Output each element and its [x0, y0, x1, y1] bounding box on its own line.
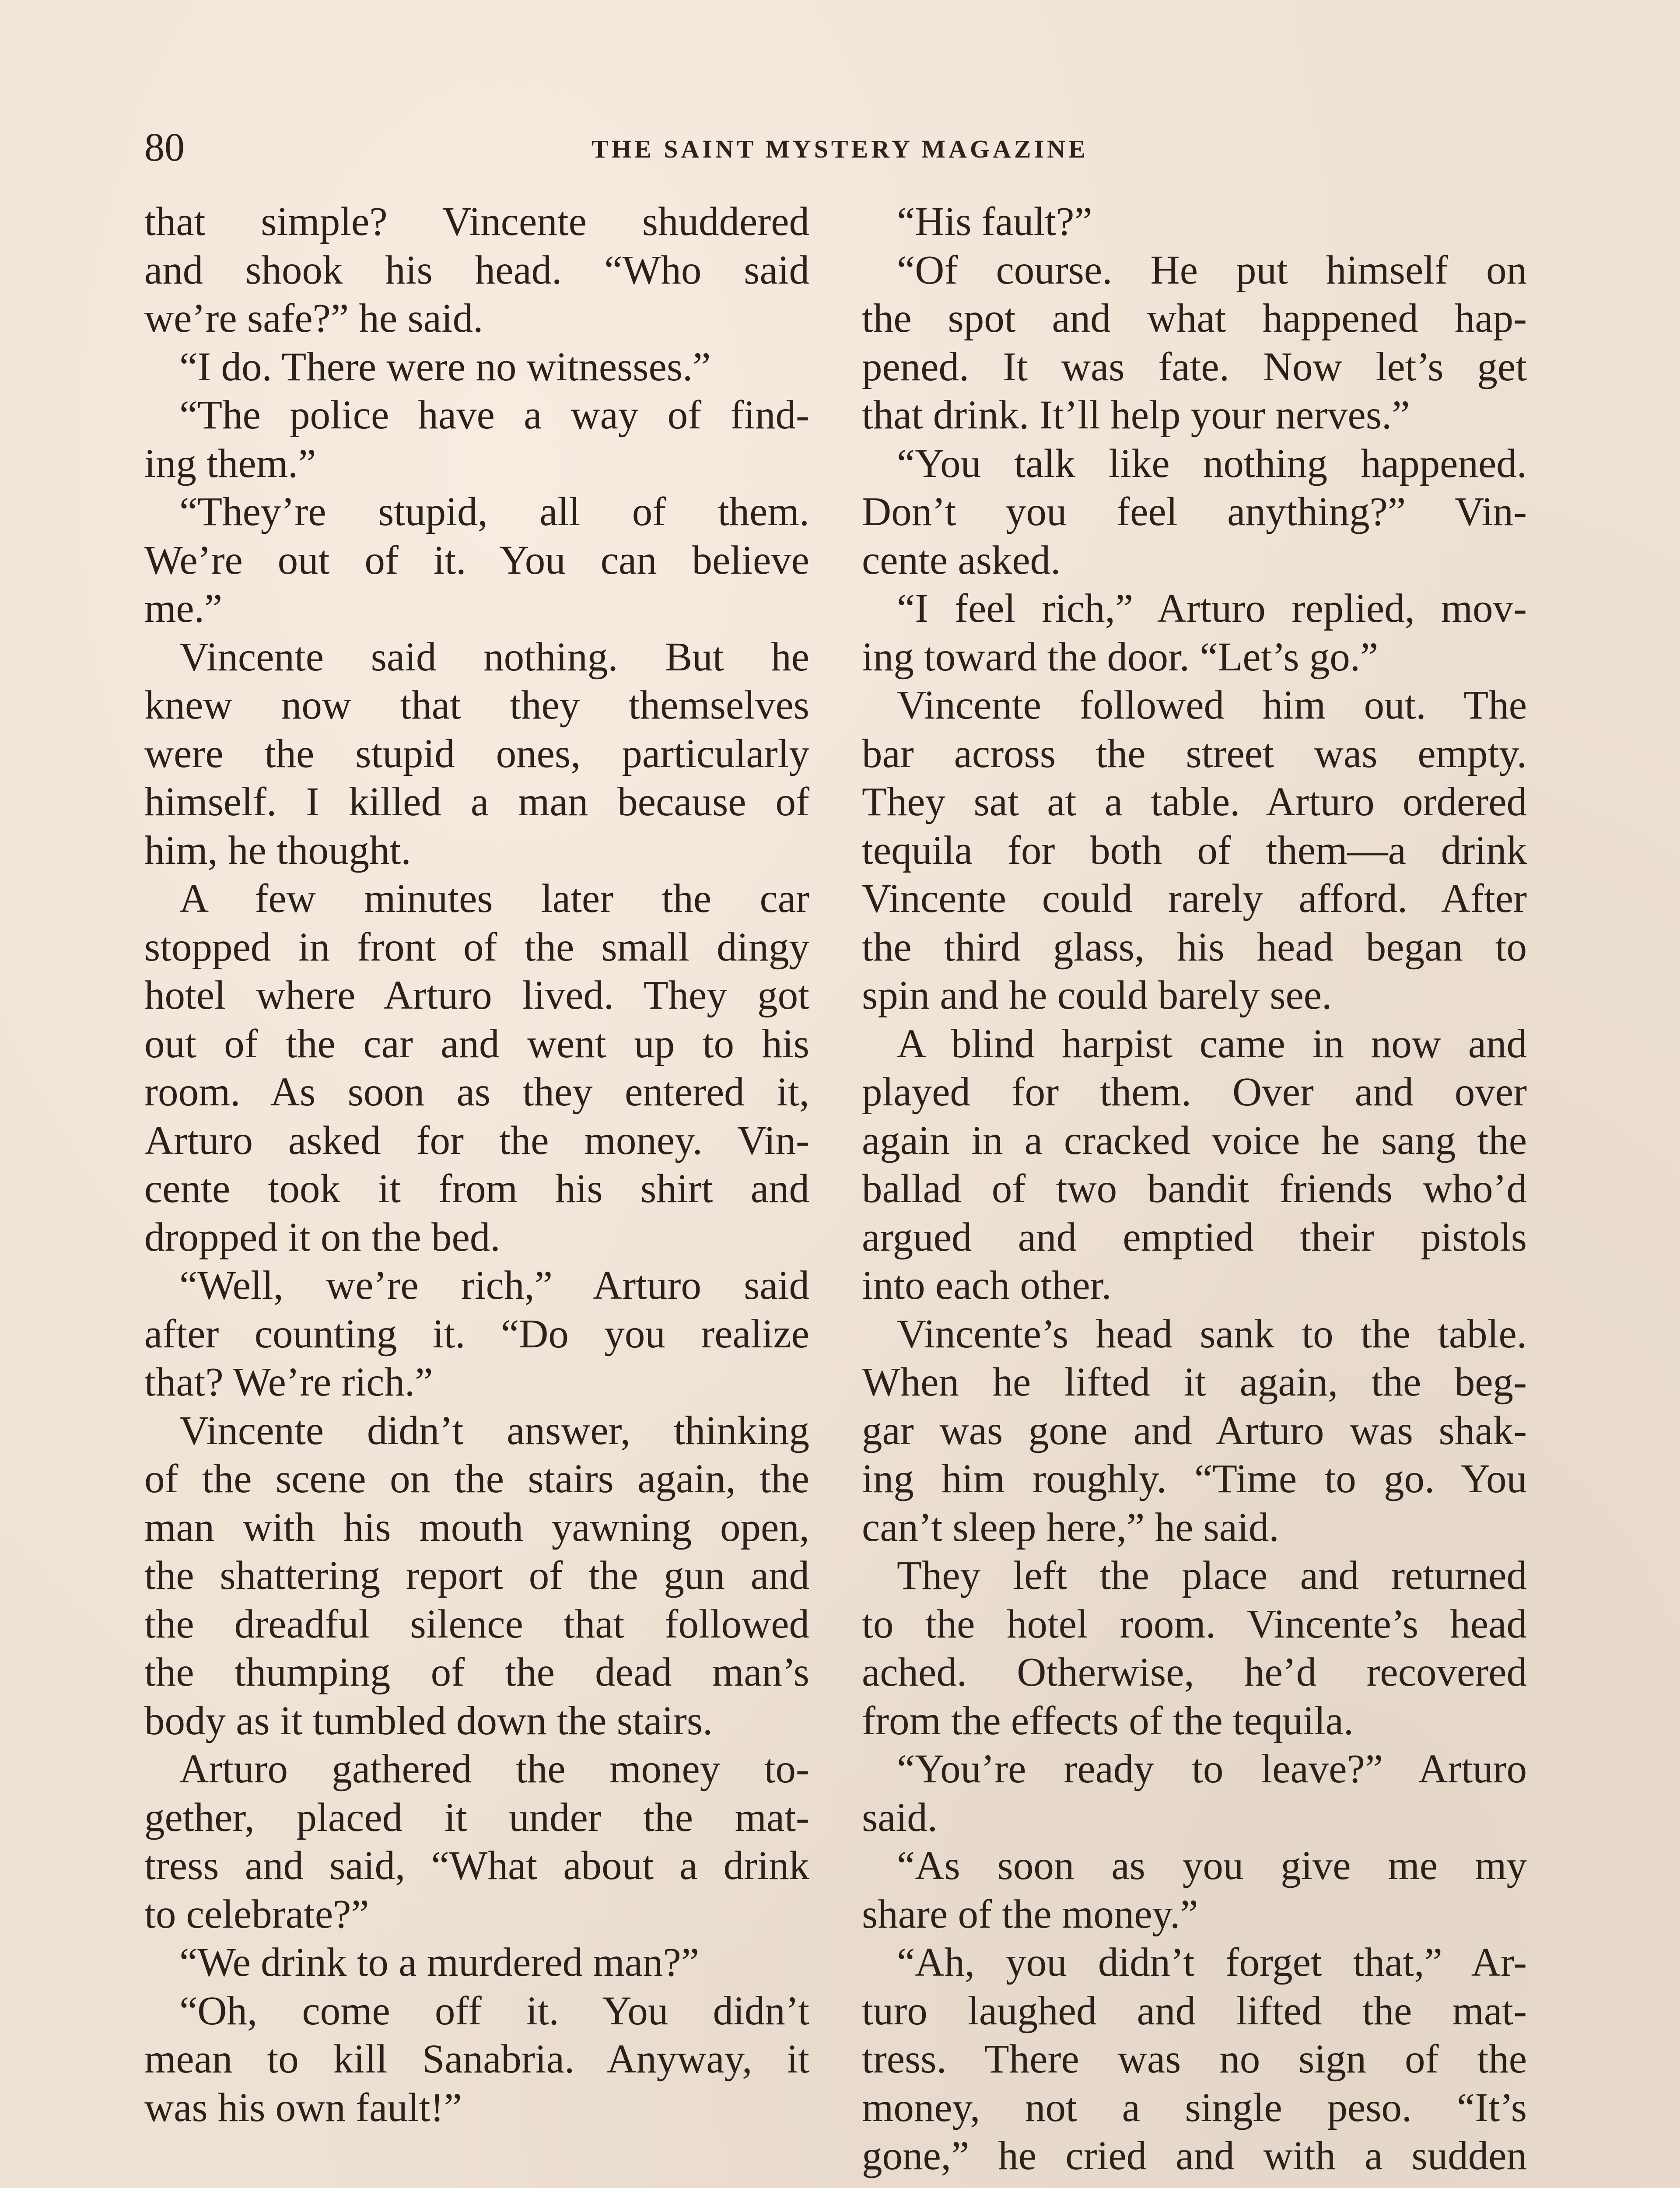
text-line-left: gether, placed it under the mat-: [144, 1795, 809, 1840]
text-line-left: cente took it from his shirt and: [144, 1166, 809, 1211]
text-line-left: “The police have a way of find-: [179, 393, 809, 438]
text-line-right: They left the place and returned: [897, 1553, 1527, 1598]
text-line-right: can’t sleep here,” he said.: [862, 1504, 1279, 1550]
text-line-left: the shattering report of the gun and: [144, 1553, 809, 1598]
text-line-right: Vincente followed him out. The: [897, 683, 1527, 728]
text-line-right: again in a cracked voice he sang the: [862, 1118, 1527, 1163]
text-line-left: Arturo asked for the money. Vin-: [144, 1118, 809, 1163]
text-line-right: into each other.: [862, 1263, 1112, 1308]
text-line-right: the spot and what happened hap-: [862, 296, 1527, 341]
text-line-right: ached. Otherwise, he’d recovered: [862, 1650, 1527, 1695]
text-line-right: tress. There was no sign of the: [862, 2037, 1527, 2082]
text-line-left: we’re safe?” he said.: [144, 296, 483, 341]
text-line-left: the dreadful silence that followed: [144, 1601, 809, 1647]
text-line-left: A few minutes later the car: [179, 876, 809, 921]
text-line-right: gar was gone and Arturo was shak-: [862, 1408, 1527, 1453]
text-line-left: me.”: [144, 586, 223, 631]
text-line-right: played for them. Over and over: [862, 1069, 1527, 1115]
text-line-left: Vincente said nothing. But he: [179, 634, 809, 680]
text-line-right: spin and he could barely see.: [862, 973, 1332, 1018]
text-line-right: to the hotel room. Vincente’s head: [862, 1601, 1527, 1647]
text-line-left: hotel where Arturo lived. They got: [144, 973, 809, 1018]
text-line-right: share of the money.”: [862, 1891, 1198, 1937]
text-line-left: “We drink to a murdered man?”: [179, 1940, 700, 1985]
text-line-right: ing toward the door. “Let’s go.”: [862, 634, 1379, 680]
text-line-right: cente asked.: [862, 537, 1061, 583]
text-line-left: to celebrate?”: [144, 1891, 369, 1937]
text-line-right: “I feel rich,” Arturo replied, mov-: [897, 586, 1527, 631]
text-line-right: bar across the street was empty.: [862, 731, 1527, 776]
text-line-left: “Well, we’re rich,” Arturo said: [179, 1263, 809, 1308]
text-line-right: When he lifted it again, the beg-: [862, 1360, 1527, 1405]
text-line-left: stopped in front of the small dingy: [144, 924, 809, 970]
text-line-right: argued and emptied their pistols: [862, 1214, 1527, 1260]
text-line-left: the thumping of the dead man’s: [144, 1650, 809, 1695]
text-line-right: Don’t you feel anything?” Vin-: [862, 489, 1527, 534]
text-column-right: [862, 198, 1527, 2181]
text-line-right: money, not a single peso. “It’s: [862, 2085, 1527, 2130]
text-line-left: “Oh, come off it. You didn’t: [179, 1988, 809, 2034]
text-line-left: Vincente didn’t answer, thinking: [179, 1408, 809, 1453]
text-line-left: knew now that they themselves: [144, 683, 809, 728]
text-line-left: “They’re stupid, all of them.: [179, 489, 809, 534]
text-line-left: after counting it. “Do you realize: [144, 1311, 809, 1357]
text-line-left: mean to kill Sanabria. Anyway, it: [144, 2037, 809, 2082]
text-line-left: that? We’re rich.”: [144, 1360, 433, 1405]
text-line-left: room. As soon as they entered it,: [144, 1069, 809, 1115]
text-line-left: and shook his head. “Who said: [144, 247, 809, 293]
text-line-left: ing them.”: [144, 441, 316, 486]
text-line-left: tress and said, “What about a drink: [144, 1843, 809, 1888]
text-line-left: him, he thought.: [144, 828, 411, 873]
text-line-right: from the effects of the tequila.: [862, 1698, 1354, 1743]
text-line-right: tequila for both of them—a drink: [862, 828, 1527, 873]
text-line-left: were the stupid ones, particularly: [144, 731, 809, 776]
text-line-left: Arturo gathered the money to-: [179, 1746, 809, 1792]
text-line-right: “You’re ready to leave?” Arturo: [897, 1746, 1527, 1792]
running-title: THE SAINT MYSTERY MAGAZINE: [592, 135, 1088, 163]
text-line-right: “You talk like nothing happened.: [897, 441, 1527, 486]
text-line-right: gone,” he cried and with a sudden: [862, 2133, 1527, 2178]
text-line-right: “As soon as you give me my: [897, 1843, 1527, 1888]
text-line-left: was his own fault!”: [144, 2085, 462, 2130]
text-line-right: “Of course. He put himself on: [897, 247, 1527, 293]
text-line-right: Vincente could rarely afford. After: [862, 876, 1527, 921]
text-line-left: “I do. There were no witnesses.”: [179, 344, 711, 389]
text-line-left: man with his mouth yawning open,: [144, 1504, 809, 1550]
text-line-right: the third glass, his head began to: [862, 924, 1527, 970]
text-line-right: A blind harpist came in now and: [897, 1021, 1527, 1066]
text-line-left: himself. I killed a man because of: [144, 779, 809, 824]
text-line-right: “Ah, you didn’t forget that,” Ar-: [897, 1940, 1527, 1985]
text-line-right: turo laughed and lifted the mat-: [862, 1988, 1527, 2034]
text-line-right: that drink. It’ll help your nerves.”: [862, 393, 1410, 438]
text-line-left: out of the car and went up to his: [144, 1021, 809, 1066]
text-line-right: ing him roughly. “Time to go. You: [862, 1456, 1527, 1501]
text-line-left: that simple? Vincente shuddered: [144, 199, 809, 244]
text-column-left: [144, 198, 809, 2132]
text-line-left: dropped it on the bed.: [144, 1214, 500, 1260]
text-line-left: We’re out of it. You can believe: [144, 537, 809, 583]
text-line-right: pened. It was fate. Now let’s get: [862, 344, 1527, 389]
text-line-right: They sat at a table. Arturo ordered: [862, 779, 1527, 824]
text-line-left: of the scene on the stairs again, the: [144, 1456, 809, 1501]
page-number: 80: [144, 125, 185, 169]
text-line-right: said.: [862, 1795, 938, 1840]
text-line-right: Vincente’s head sank to the table.: [897, 1311, 1527, 1357]
text-line-right: “His fault?”: [897, 199, 1092, 244]
text-line-right: ballad of two bandit friends who’d: [862, 1166, 1527, 1211]
text-line-left: body as it tumbled down the stairs.: [144, 1698, 713, 1743]
